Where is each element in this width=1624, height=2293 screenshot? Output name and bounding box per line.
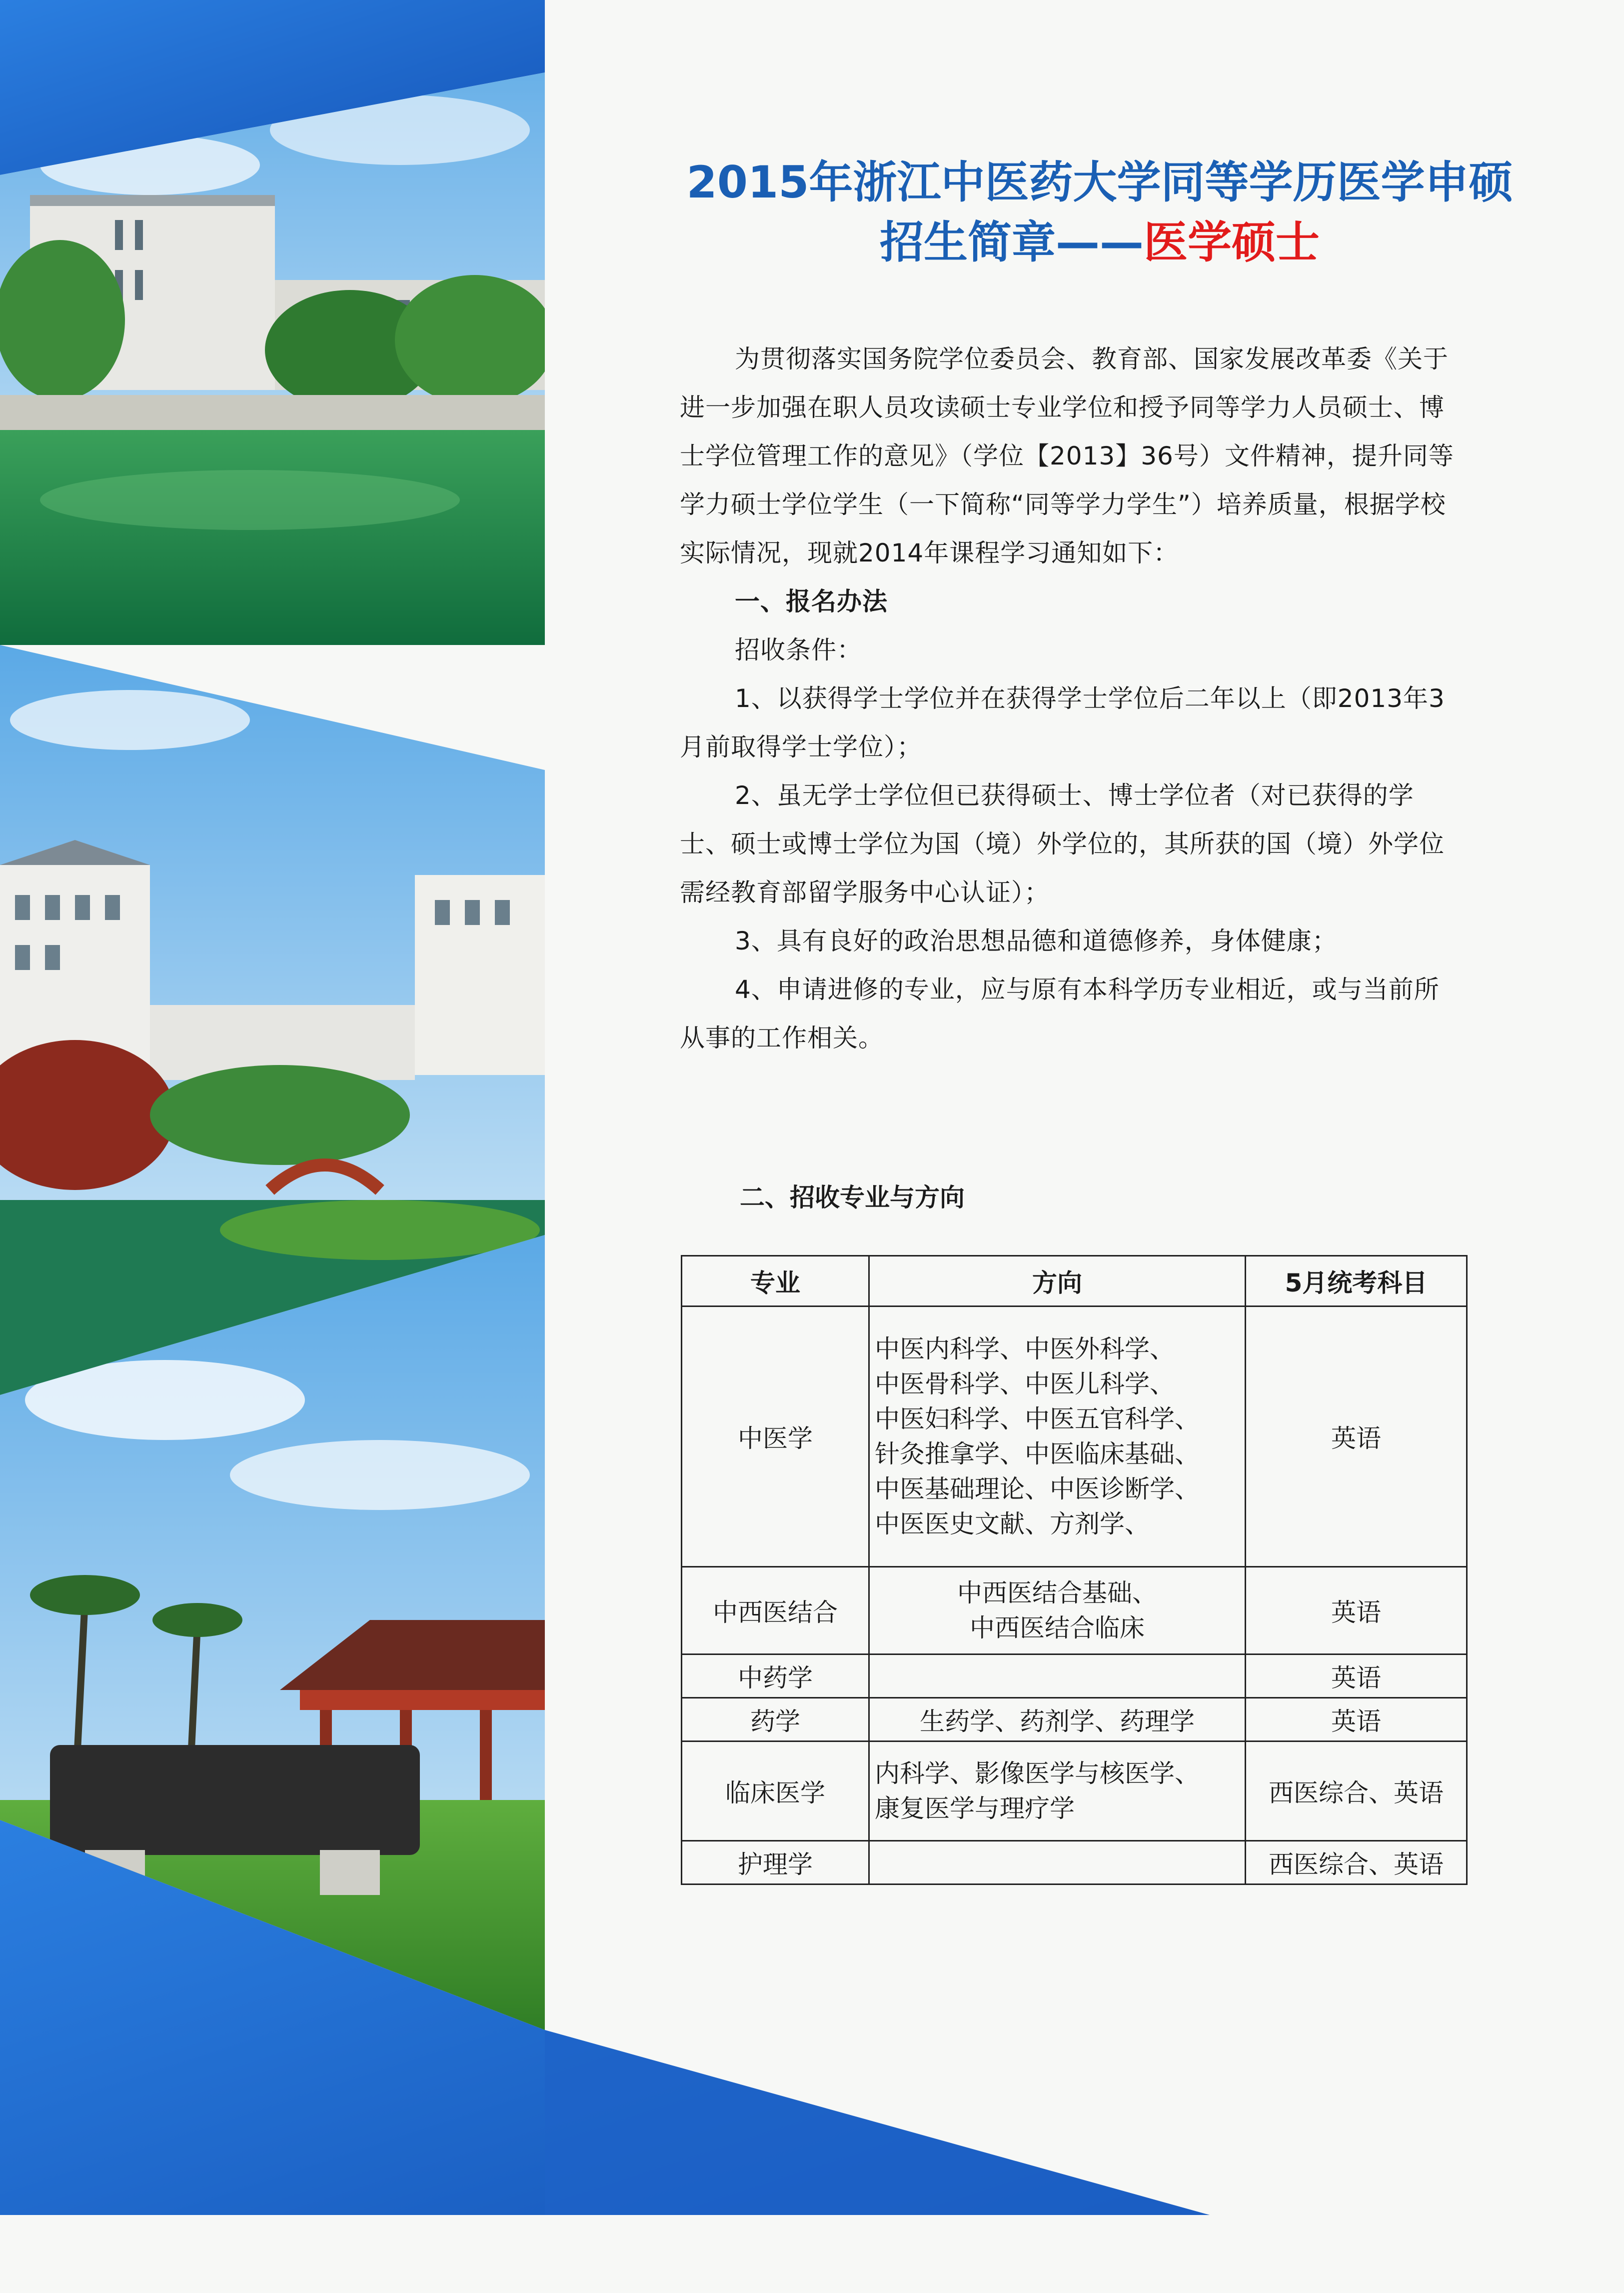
table-row: [682, 1698, 1467, 1742]
cell-major: 临床医学: [682, 1742, 869, 1841]
cell-direction: [869, 1567, 1246, 1654]
direction-line: 中医内科学、中医外科学、: [875, 1334, 1175, 1364]
cell-direction: [869, 1306, 1246, 1567]
direction-line: 中西医结合临床: [970, 1614, 1145, 1642]
condition-item-1: 1、以获得学士学位并在获得学士学位后二年以上（即2013年3月前取得学士学位）；: [680, 684, 1445, 762]
header-exam: 5月统考科目: [1246, 1256, 1467, 1306]
section2-heading: 二、招收专业与方向: [740, 1183, 965, 1212]
cell-exam: 英语: [1246, 1698, 1467, 1742]
cell-major: 护理学: [682, 1841, 869, 1884]
cell-exam: 英语: [1246, 1654, 1467, 1698]
cell-major: 中医学: [682, 1306, 869, 1567]
cell-exam: 西医综合、英语: [1246, 1841, 1467, 1884]
direction-line: 中医妇科学、中医五官科学、: [875, 1404, 1200, 1434]
cell-exam: 英语: [1246, 1567, 1467, 1654]
cell-direction: [869, 1654, 1246, 1698]
majors-table: [681, 1255, 1468, 1885]
page-title-line1: 2015年浙江中医药大学同等学历医学申硕: [686, 156, 1513, 208]
cell-major: 药学: [682, 1698, 869, 1742]
table-row: [682, 1742, 1467, 1841]
section1-subheading: 招收条件：: [735, 636, 862, 664]
cell-major: 中西医结合: [682, 1567, 869, 1654]
direction-line: 康复医学与理疗学: [875, 1794, 1075, 1823]
table-row: [682, 1567, 1467, 1654]
intro-section: [680, 335, 1460, 1062]
table-row: [682, 1306, 1467, 1567]
cell-direction: [869, 1841, 1246, 1884]
intro-paragraph: 为贯彻落实国务院学位委员会、教育部、国家发展改革委《关于进一步加强在职人员攻读硕士专业学位和授予同等学力人员硕士、博士学位管理工作的意见》（学位【2013】36号）文件精神，提升同等学力硕士学位学生（一下简称“同等学力学生”）培养质量，根据学校实际情况，现就2014年课程学习通知如下：: [680, 344, 1454, 568]
direction-line: 中医基础理论、中医诊断学、: [875, 1474, 1200, 1504]
section1-heading: 一、报名办法: [735, 587, 888, 616]
page-title-line2: [680, 215, 1520, 270]
header-direction: 方向: [869, 1256, 1246, 1306]
direction-line: 内科学、影像医学与核医学、: [875, 1759, 1200, 1788]
cell-exam: 西医综合、英语: [1246, 1742, 1467, 1841]
direction-line: 针灸推拿学、中医临床基础、: [875, 1440, 1200, 1468]
direction-line: 中西医结合基础、: [957, 1578, 1157, 1608]
table-row: [682, 1841, 1467, 1884]
header-major: 专业: [682, 1256, 869, 1306]
direction-line: 中医骨科学、中医儿科学、: [875, 1370, 1175, 1398]
table-row: [682, 1654, 1467, 1698]
cell-direction: [869, 1742, 1246, 1841]
cell-exam: 英语: [1246, 1306, 1467, 1567]
title-prefix: 招生简章——: [879, 216, 1144, 268]
cell-major: 中药学: [682, 1654, 869, 1698]
condition-item-4: 4、申请进修的专业，应与原有本科学历专业相近，或与当前所从事的工作相关。: [680, 975, 1440, 1052]
cell-direction: 生药学、药剂学、药理学: [869, 1698, 1246, 1742]
direction-line: 中医医史文献、方剂学、: [875, 1510, 1150, 1538]
title-highlight: 医学硕士: [1144, 216, 1320, 268]
table-header-row: [682, 1256, 1467, 1306]
condition-item-3: 3、具有良好的政治思想品德和道德修养，身体健康；: [735, 926, 1338, 956]
condition-item-2: 2、虽无学士学位但已获得硕士、博士学位者（对已获得的学士、硕士或博士学位为国（境）外学位的，其所获的国（境）外学位需经教育部留学服务中心认证）；: [680, 781, 1445, 907]
